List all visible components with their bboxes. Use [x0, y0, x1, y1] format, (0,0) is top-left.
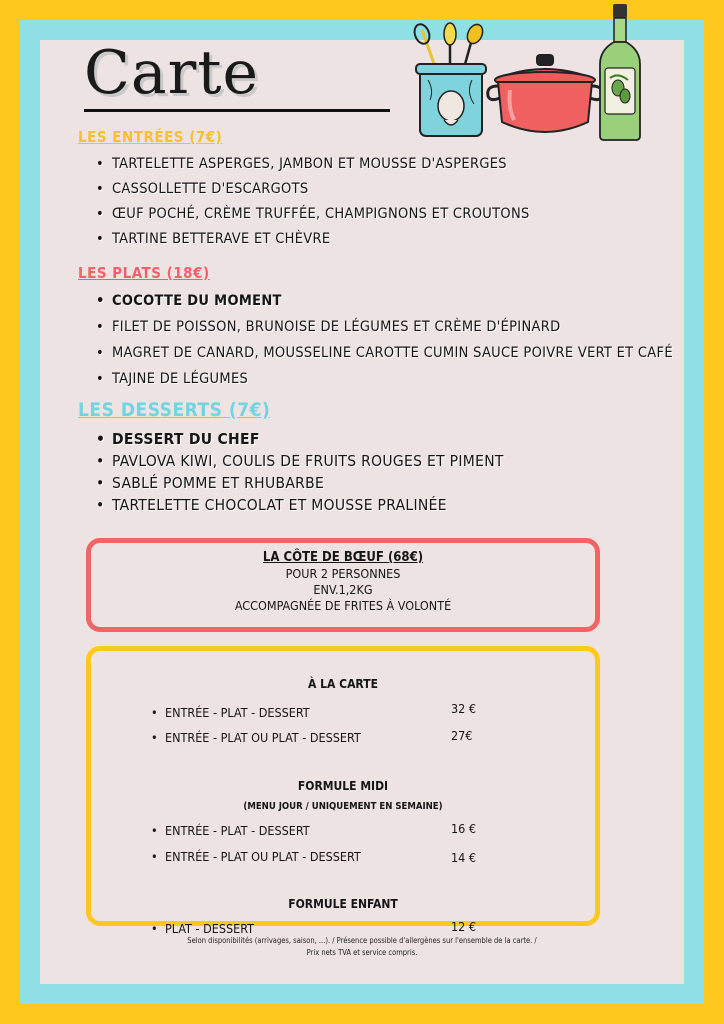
- formule-label: • PLAT - DESSERT: [151, 921, 254, 936]
- cote-line: ACCOMPAGNÉE DE FRITES À VOLONTÉ: [234, 598, 452, 613]
- formule-heading-midi: FORMULE MIDI: [297, 779, 389, 793]
- plats-list: [96, 288, 673, 392]
- formule-row: [151, 701, 511, 723]
- list-item: • ŒUF POCHÉ, CRÈME TRUFFÉE, CHAMPIGNONS ET CROUTONS: [96, 202, 530, 227]
- cote-de-boeuf-box: [86, 538, 600, 632]
- formule-label: • ENTRÉE - PLAT OU PLAT - DESSERT: [151, 849, 361, 864]
- list-item: • TAJINE DE LÉGUMES: [96, 366, 673, 392]
- title-underline: [84, 109, 390, 112]
- list-item: • DESSERT DU CHEF: [96, 428, 504, 450]
- footer-note: [0, 935, 724, 959]
- page-title: Carte: [84, 38, 259, 108]
- formule-row: [151, 730, 511, 748]
- formule-label: • ENTRÉE - PLAT - DESSERT: [151, 823, 310, 838]
- list-item: • TARTELETTE CHOCOLAT ET MOUSSE PRALINÉE: [96, 494, 504, 516]
- section-heading-desserts: LES DESSERTS (7€): [78, 399, 271, 421]
- footer-line: Prix nets TVA et service compris.: [306, 948, 418, 957]
- list-item: • PAVLOVA KIWI, COULIS DE FRUITS ROUGES ET PIMENT: [96, 450, 504, 472]
- list-item: • CASSOLLETTE D'ESCARGOTS: [96, 177, 530, 202]
- list-item: • SABLÉ POMME ET RHUBARBE: [96, 472, 504, 494]
- cote-line: ENV.1,2KG: [313, 582, 373, 597]
- formule-row: [151, 849, 511, 867]
- section-heading-entrees: LES ENTRÉES (7€): [78, 128, 223, 146]
- formule-price: 14 €: [451, 850, 477, 865]
- formules-box: [86, 646, 600, 936]
- formule-row: [151, 823, 511, 841]
- list-item: • MAGRET DE CANARD, MOUSSELINE CAROTTE CUMIN SAUCE POIVRE VERT ET CAFÉ: [96, 340, 673, 366]
- list-item: • COCOTTE DU MOMENT: [96, 288, 673, 314]
- formule-heading-enfant: FORMULE ENFANT: [288, 897, 398, 911]
- desserts-list: [96, 428, 504, 516]
- formule-price: 16 €: [451, 821, 477, 836]
- formule-label: • ENTRÉE - PLAT - DESSERT: [151, 705, 310, 720]
- formule-label: • ENTRÉE - PLAT OU PLAT - DESSERT: [151, 730, 361, 745]
- formule-price: 27€: [451, 728, 473, 743]
- utensil-jar-icon: [408, 20, 494, 140]
- formule-price: 32 €: [451, 701, 477, 716]
- olive-oil-bottle-icon: [596, 4, 644, 144]
- formule-heading-a-la-carte: À LA CARTE: [308, 677, 378, 691]
- cocotte-pot-icon: [484, 46, 606, 142]
- cote-heading: LA CÔTE DE BŒUF (68€): [262, 550, 424, 565]
- entrees-list: [96, 152, 530, 252]
- list-item: • FILET DE POISSON, BRUNOISE DE LÉGUMES ET CRÈME D'ÉPINARD: [96, 314, 673, 340]
- footer-line: Selon disponibilités (arrivages, saison, ...). / Présence possible d'allergènes sur l'ensemble de la carte. /: [187, 936, 537, 945]
- list-item: • TARTINE BETTERAVE ET CHÈVRE: [96, 227, 530, 252]
- section-heading-plats: LES PLATS (18€): [78, 264, 210, 282]
- formule-price: 12 €: [451, 919, 477, 934]
- cote-line: POUR 2 PERSONNES: [285, 566, 401, 581]
- formule-subheading: (MENU JOUR / UNIQUEMENT EN SEMAINE): [243, 801, 443, 812]
- list-item: • TARTELETTE ASPERGES, JAMBON ET MOUSSE D'ASPERGES: [96, 152, 530, 177]
